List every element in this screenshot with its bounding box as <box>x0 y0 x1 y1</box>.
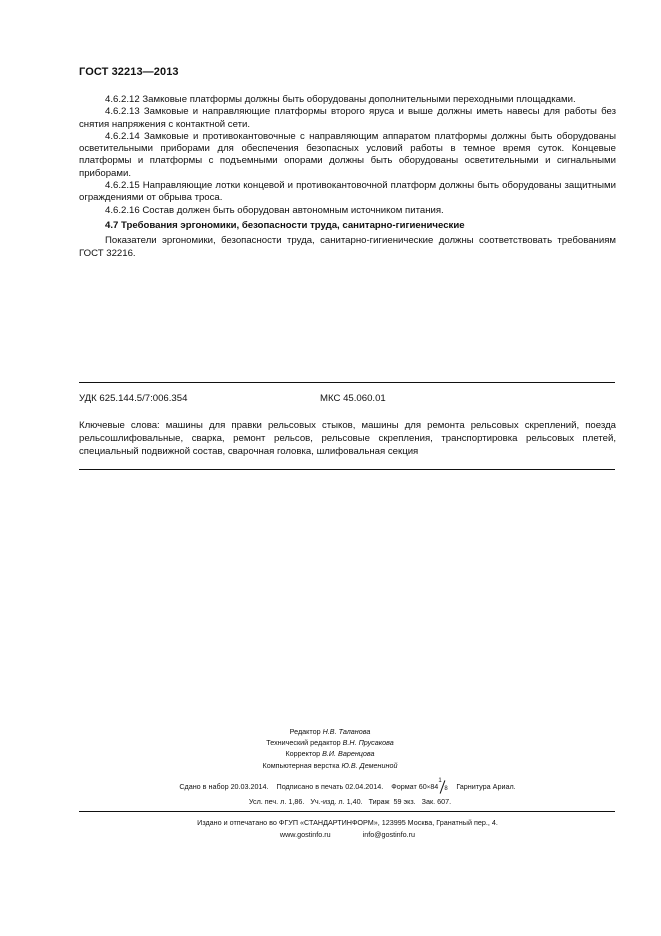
format-times: × <box>426 785 431 791</box>
credits-block <box>200 726 460 771</box>
credit-editor <box>200 726 460 737</box>
paragraph-4-6-2-15: 4.6.2.15 Направляющие лотки концевой и противокантовочной платформ должны быть оборудованы защитными ограждениями от обрыва троса. <box>79 180 616 204</box>
imprint-signed: Подписано в печать 02.04.2014. <box>276 782 384 791</box>
divider-bottom <box>79 469 615 470</box>
imprint-format <box>391 778 448 792</box>
format-fraction <box>438 778 448 793</box>
body-text <box>79 94 616 260</box>
imprint-line-1 <box>79 778 616 793</box>
credit-role: Корректор <box>285 749 321 759</box>
paragraph-4-6-2-12: 4.6.2.12 Замковые платформы должны быть оборудованы дополнительными переходными площадками. <box>105 94 576 105</box>
format-84: 84 <box>430 782 439 791</box>
mks-code: МКС 45.060.01 <box>320 393 386 404</box>
credit-name: В.И. Варенцова <box>322 749 375 759</box>
imprint-typeface: Гарнитура Ариал. <box>456 782 516 791</box>
section-4-7-text: Показатели эргономики, безопасности труда, санитарно-гигиенические должны соответствовать требованиям ГОСТ 32216. <box>79 235 616 259</box>
publisher-contacts <box>79 830 616 839</box>
paragraph-4-6-2-14: 4.6.2.14 Замковые и противокантовочные с направляющим аппаратом платформы должны быть оборудованы осветительными приборами для обеспечения безопасных условий работы в темное время суток. Концевые платформы и платформы с подъемными опорами должны быть оборудованы осветительными и сигнальными приборами. <box>79 130 616 179</box>
udk-code: УДК 625.144.5/7:006.354 <box>79 393 188 404</box>
divider-top <box>79 382 615 383</box>
document-header: ГОСТ 32213—2013 <box>79 66 179 78</box>
credit-name: В.Н. Прусакова <box>342 738 394 748</box>
credit-proofreader <box>200 748 460 759</box>
section-heading-4-7: 4.7 Требования эргономики, безопасности труда, санитарно-гигиенические <box>105 219 465 231</box>
publisher-website[interactable]: www.gostinfo.ru <box>279 830 331 839</box>
fraction-numerator: 1 <box>438 778 442 784</box>
paragraph-4-6-2-13: 4.6.2.13 Замковые и направляющие платформы второго яруса и выше должны иметь навесы для работы без снятия напряжения с контактной сети. <box>79 106 616 130</box>
credit-tech-editor <box>200 737 460 748</box>
credit-role: Компьютерная верстка <box>262 760 340 770</box>
paragraph-4-6-2-16: 4.6.2.16 Состав должен быть оборудован автономным источником питания. <box>105 204 444 216</box>
format-label: Формат 60 <box>391 782 427 791</box>
imprint-print-sheets: Усл. печ. л. 1,86. <box>248 797 305 806</box>
fraction-denominator: 8 <box>444 786 448 792</box>
imprint-order: Зак. 607. <box>421 797 452 806</box>
credit-layout <box>200 760 460 771</box>
publisher-email[interactable]: info@gostinfo.ru <box>362 830 416 839</box>
credit-name: Ю.В. Демениной <box>341 760 398 770</box>
credit-role: Технический редактор <box>266 738 341 748</box>
imprint-sent: Сдано в набор 20.03.2014. <box>179 782 269 791</box>
publisher-address: Издано и отпечатано во ФГУП «СТАНДАРТИНФОРМ», 123995 Москва, Гранатный пер., 4. <box>197 818 498 827</box>
imprint-line-2 <box>120 797 580 806</box>
credit-role: Редактор <box>289 727 321 736</box>
keywords: Ключевые слова: машины для правки рельсовых стыков, машины для ремонта рельсовых скреплений, поезда рельсошлифовальные, сварка, ремонт рельсов, рельсовые скрепления, транспортировка рельсовых плетей, специальный подвижной состав, сварочная головка, шлифовальная секция <box>79 420 616 457</box>
credit-name: Н.В. Таланова <box>322 727 371 736</box>
divider-imprint <box>79 811 615 812</box>
imprint-pub-sheets: Уч.-изд. л. 1,40. <box>310 797 363 806</box>
imprint-print-run: Тираж 59 экз. <box>368 797 416 806</box>
